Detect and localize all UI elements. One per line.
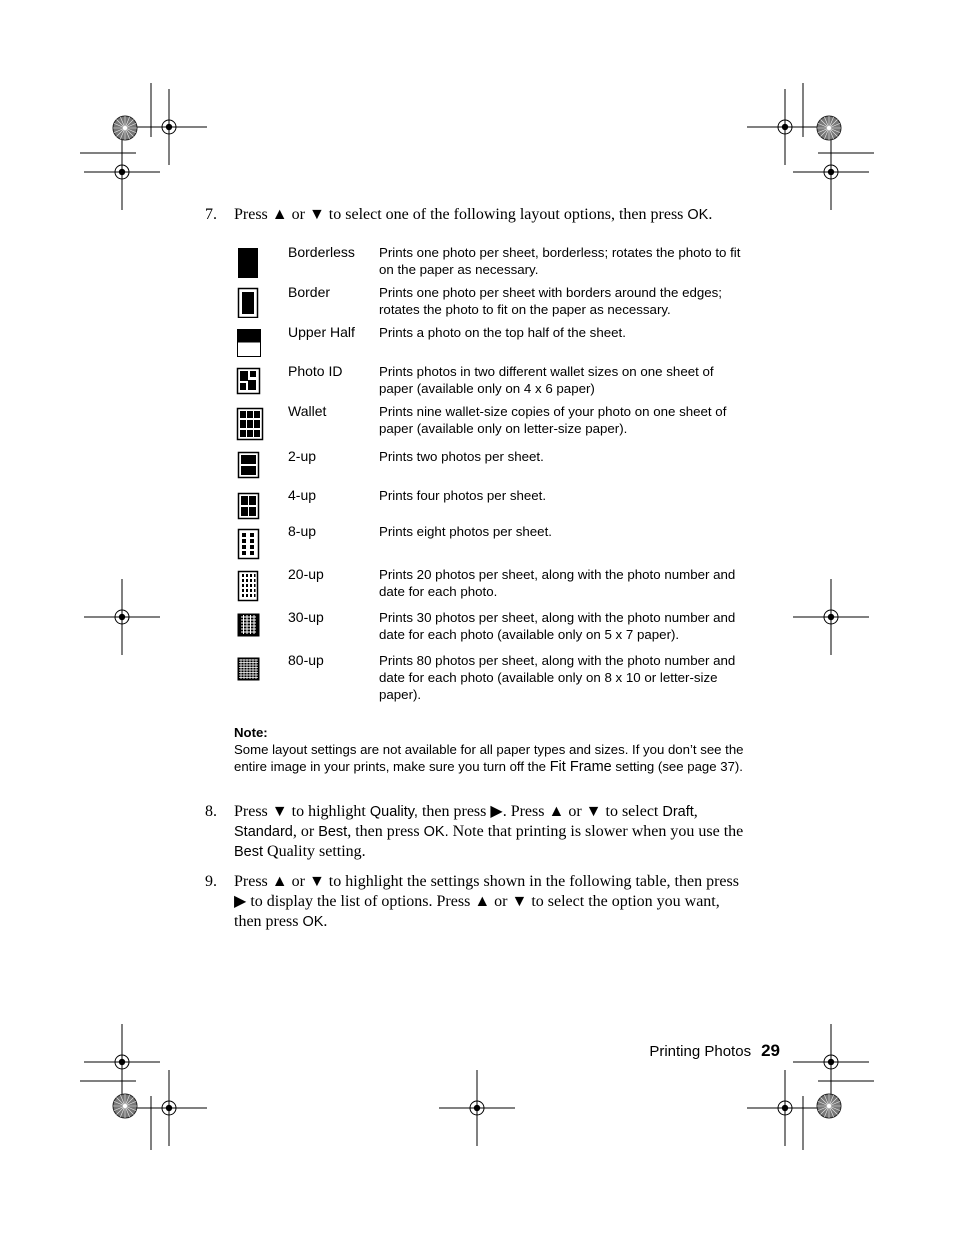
photo-id-layout-icon	[236, 363, 262, 397]
step-text: Press ▲ or ▼ to select one of the following layout options, then press OK.	[234, 206, 713, 223]
note-text: Some layout settings are not available for all paper types and sizes. If you don’t see the entire image in your prints, make sure you turn off the Fit Frame setting (see page 37).	[234, 742, 744, 775]
ok-button-label: OK.	[423, 824, 449, 840]
borderless-layout-icon	[236, 244, 260, 278]
step-text: Press ▼ to highlight Quality, then press ▶. Press ▲ or ▼ to select Draft, Standard, or Best, then press OK. Note that printing is slower when you use the Best Quality setting.	[234, 803, 744, 860]
down-arrow-icon: ▼	[511, 893, 528, 910]
draft-option: Draft	[662, 804, 694, 820]
fit-frame-setting: Fit Frame	[549, 759, 612, 775]
best-option: Best	[318, 824, 348, 840]
2-up-layout-icon	[236, 448, 262, 480]
4-up-layout-icon	[236, 487, 262, 521]
best-option: Best	[234, 844, 264, 860]
down-arrow-icon: ▼	[271, 803, 288, 820]
step-text: Press ▲ or ▼ to highlight the settings shown in the following table, then press ▶ to display the list of options. Press ▲ or ▼ to select the option you want, then press OK.	[234, 873, 739, 930]
note-box	[234, 724, 749, 776]
page-number: 29	[761, 1041, 780, 1060]
up-arrow-icon: ▲	[271, 873, 288, 890]
section-title: Printing Photos	[649, 1043, 752, 1060]
step-number: 7.	[205, 206, 217, 223]
step-number: 9.	[205, 873, 217, 890]
80-up-layout-icon	[236, 652, 262, 684]
8-up-layout-icon	[236, 523, 262, 561]
note-title: Note:	[234, 725, 268, 740]
up-arrow-icon: ▲	[474, 893, 491, 910]
right-arrow-icon: ▶	[490, 803, 503, 820]
upper-half-layout-icon	[236, 324, 262, 358]
up-arrow-icon: ▲	[271, 206, 288, 223]
20-up-layout-icon	[236, 566, 262, 602]
step-number: 8.	[205, 803, 217, 820]
right-arrow-icon: ▶	[234, 893, 247, 910]
ok-button-label: OK	[302, 914, 324, 930]
page-footer	[649, 1041, 780, 1061]
down-arrow-icon: ▼	[585, 803, 602, 820]
ok-button-label: OK	[687, 207, 709, 223]
30-up-layout-icon	[236, 609, 262, 641]
down-arrow-icon: ▼	[308, 206, 325, 223]
up-arrow-icon: ▲	[548, 803, 565, 820]
standard-option: Standard	[234, 824, 293, 840]
wallet-layout-icon	[236, 403, 264, 441]
border-layout-icon	[236, 284, 260, 318]
down-arrow-icon: ▼	[308, 873, 325, 890]
quality-setting: Quality,	[369, 804, 418, 820]
